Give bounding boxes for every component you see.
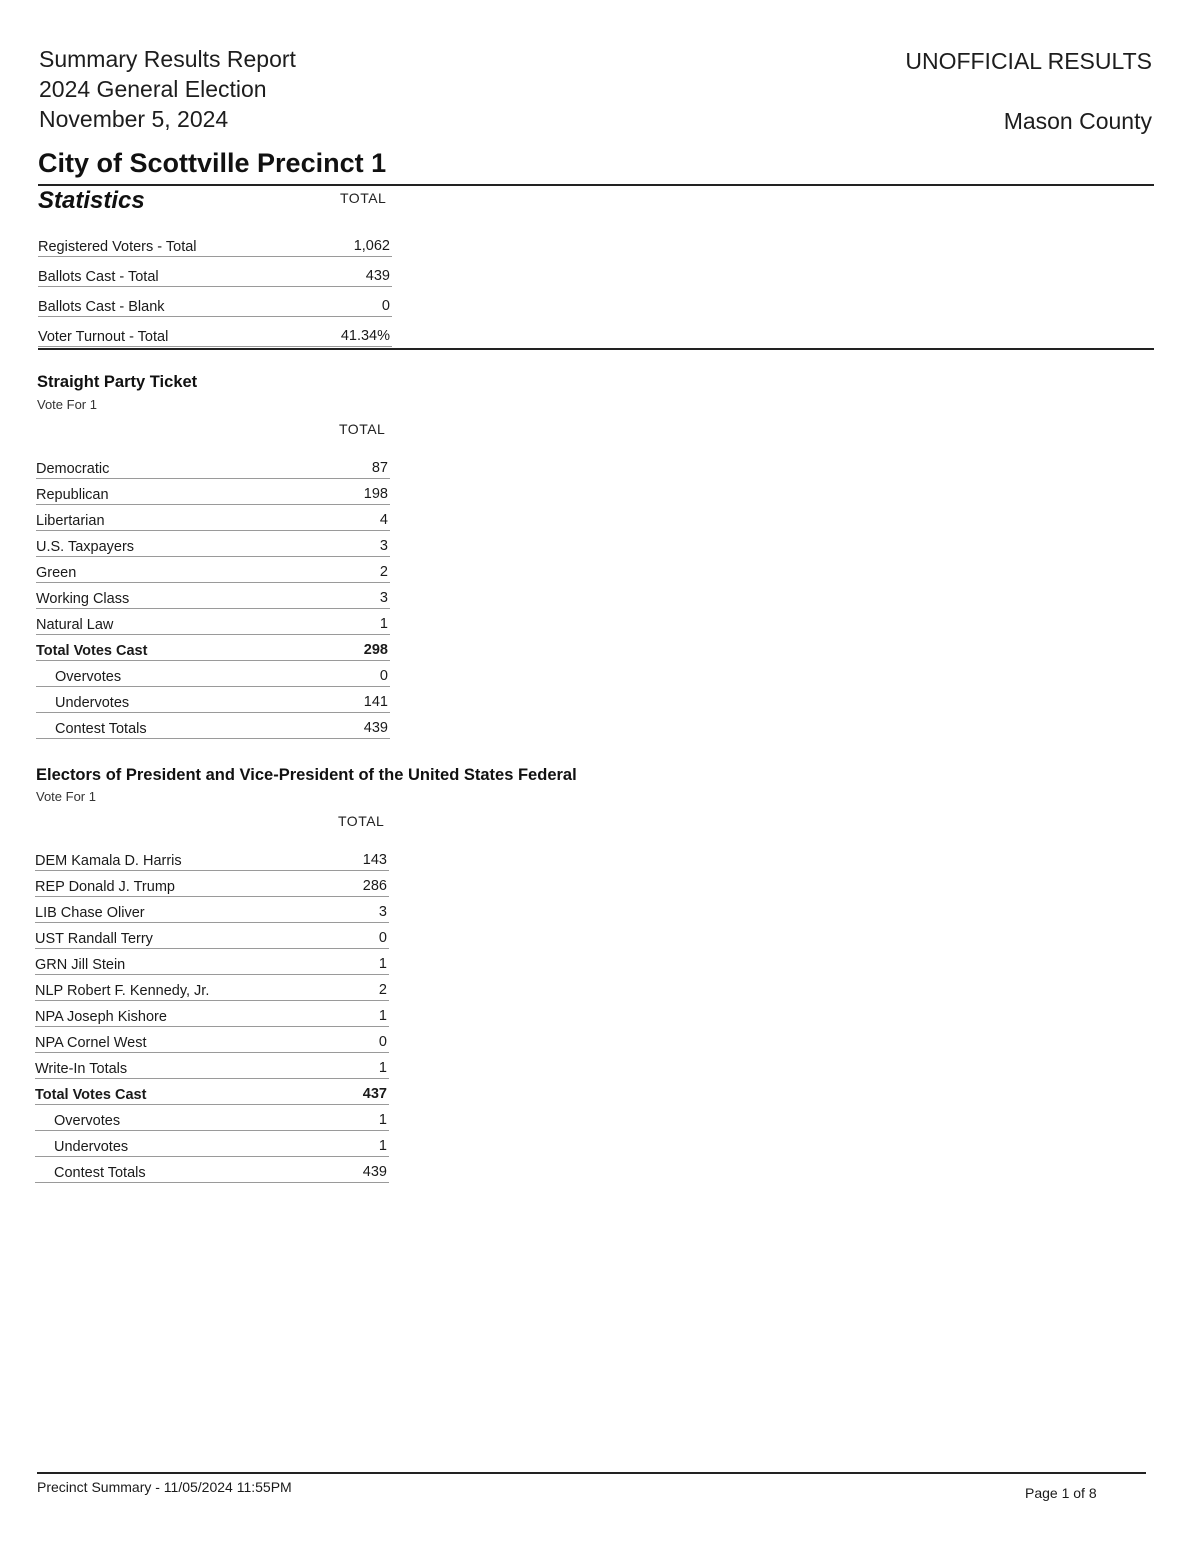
row-value: 1 (379, 616, 388, 632)
row-value: 298 (363, 642, 388, 658)
contest-table (35, 845, 389, 1183)
report-header (39, 44, 296, 134)
row-label: Overvotes (54, 1113, 121, 1129)
table-row (36, 479, 390, 505)
row-label: Registered Voters - Total (38, 239, 197, 255)
row-value: 41.34% (340, 328, 390, 344)
row-label: Libertarian (36, 513, 105, 529)
row-value: 3 (379, 590, 388, 606)
row-label: Green (36, 565, 77, 581)
vote-for: Vote For 1 (36, 789, 96, 804)
row-value: 198 (363, 486, 388, 502)
row-label: GRN Jill Stein (35, 957, 126, 973)
results-status: UNOFFICIAL RESULTS (905, 48, 1152, 74)
row-label: Republican (36, 487, 109, 503)
row-value: 141 (363, 694, 388, 710)
row-value: 1,062 (353, 238, 390, 254)
row-label: LIB Chase Oliver (35, 905, 145, 921)
divider (38, 184, 1154, 186)
table-row (36, 531, 390, 557)
row-label: Overvotes (55, 669, 122, 685)
report-title: Summary Results Report (39, 46, 296, 72)
table-row (36, 557, 390, 583)
row-value: 0 (381, 298, 390, 314)
row-label: Total Votes Cast (36, 643, 148, 659)
row-value: 87 (371, 460, 388, 476)
row-value: 2 (379, 564, 388, 580)
row-label: UST Randall Terry (35, 931, 153, 947)
table-row (38, 287, 392, 317)
row-label: NPA Cornel West (35, 1035, 147, 1051)
row-label: Undervotes (54, 1139, 129, 1155)
row-label: Voter Turnout - Total (38, 329, 169, 345)
row-label: Total Votes Cast (35, 1087, 147, 1103)
row-value: 1 (378, 1060, 387, 1076)
table-row (36, 583, 390, 609)
row-label: REP Donald J. Trump (35, 879, 175, 895)
row-value: 286 (362, 878, 387, 894)
row-value: 1 (378, 1008, 387, 1024)
row-label: Undervotes (55, 695, 130, 711)
table-row (35, 949, 389, 975)
row-label: Natural Law (36, 617, 114, 633)
table-row (35, 897, 389, 923)
table-row (36, 505, 390, 531)
row-value: 1 (378, 956, 387, 972)
county-name: Mason County (1003, 108, 1152, 134)
row-label: Contest Totals (54, 1165, 146, 1181)
row-value: 3 (378, 904, 387, 920)
footer-timestamp: Precinct Summary - 11/05/2024 11:55PM (37, 1479, 292, 1495)
row-value: 2 (378, 982, 387, 998)
row-label: Ballots Cast - Blank (38, 299, 165, 315)
table-row (35, 923, 389, 949)
table-row (36, 453, 390, 479)
contest-column-header: TOTAL (338, 813, 385, 829)
row-label: NLP Robert F. Kennedy, Jr. (35, 983, 210, 999)
total-votes-row (35, 1079, 389, 1105)
table-row (35, 845, 389, 871)
table-row (36, 661, 390, 687)
divider (38, 348, 1154, 350)
table-row (35, 1001, 389, 1027)
row-value: 439 (363, 720, 388, 736)
statistics-column-header: TOTAL (340, 190, 387, 206)
row-value: 0 (378, 1034, 387, 1050)
row-value: 1 (378, 1138, 387, 1154)
row-label: Working Class (36, 591, 130, 607)
statistics-title: Statistics (38, 187, 145, 214)
table-row (38, 257, 392, 287)
row-value: 143 (362, 852, 387, 868)
row-label: U.S. Taxpayers (36, 539, 135, 555)
table-row (38, 227, 392, 257)
page-number: Page 1 of 8 (1025, 1485, 1097, 1501)
table-row (36, 713, 390, 739)
table-row (36, 687, 390, 713)
row-label: Contest Totals (55, 721, 147, 737)
row-value: 4 (379, 512, 388, 528)
statistics-table (38, 227, 392, 347)
row-label: Ballots Cast - Total (38, 269, 159, 285)
row-label: DEM Kamala D. Harris (35, 853, 182, 869)
row-value: 437 (362, 1086, 387, 1102)
contest-title: Straight Party Ticket (37, 373, 198, 391)
election-name: 2024 General Election (39, 76, 267, 102)
table-row (38, 317, 392, 347)
table-row (36, 609, 390, 635)
precinct-title: City of Scottville Precinct 1 (38, 148, 387, 178)
row-value: 0 (379, 668, 388, 684)
row-label: Write-In Totals (35, 1061, 128, 1077)
row-label: Democratic (36, 461, 110, 477)
vote-for: Vote For 1 (37, 397, 97, 412)
table-row (35, 1157, 389, 1183)
footer-divider (37, 1472, 1146, 1474)
table-row (35, 1131, 389, 1157)
table-row (35, 871, 389, 897)
row-value: 0 (378, 930, 387, 946)
row-value: 439 (362, 1164, 387, 1180)
row-value: 3 (379, 538, 388, 554)
row-label: NPA Joseph Kishore (35, 1009, 167, 1025)
table-row (35, 975, 389, 1001)
total-votes-row (36, 635, 390, 661)
table-row (35, 1053, 389, 1079)
row-value: 1 (378, 1112, 387, 1128)
table-row (35, 1105, 389, 1131)
contest-column-header: TOTAL (339, 421, 386, 437)
row-value: 439 (365, 268, 390, 284)
election-date: November 5, 2024 (39, 106, 229, 132)
contest-table (36, 453, 390, 739)
contest-title: Electors of President and Vice-President of the United States Federal (36, 766, 577, 784)
table-row (35, 1027, 389, 1053)
